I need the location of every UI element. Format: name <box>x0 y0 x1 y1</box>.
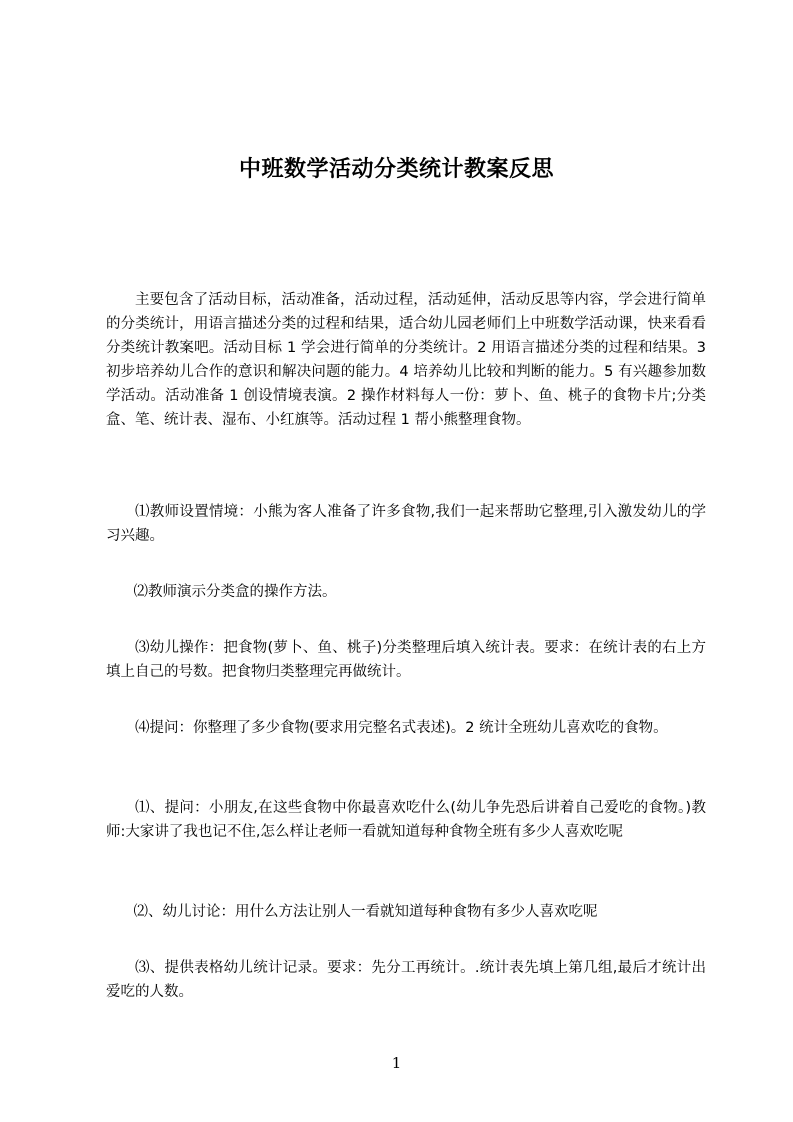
paragraph-step-1: ⑴教师设置情境：小熊为客人准备了许多食物,我们一起来帮助它整理,引入激发幼儿的学习兴趣。 <box>106 504 706 544</box>
paragraph-step-3: ⑶幼儿操作：把食物(萝卜、鱼、桃子)分类整理后填入统计表。要求：在统计表的右上方填上自己的号数。把食物归类整理完再做统计。 <box>106 640 706 680</box>
document-title: 中班数学活动分类统计教案反思 <box>238 156 554 182</box>
paragraph-substep-2: ⑵、幼儿讨论：用什么方法让别人一看就知道每种食物有多少人喜欢吃呢 <box>133 904 598 920</box>
paragraph-intro: 主要包含了活动目标，活动准备，活动过程，活动延伸，活动反思等内容，学会进行简单的分类统计，用语言描述分类的过程和结果，适合幼儿园老师们上中班数学活动课，快来看看分类统计教案吧。活动目标 1 学会进行简单的分类统计。2 用语言描述分类的过程和结果。3 初步培养幼儿合作的意识和解决问题的能力。4 培养幼儿比较和判断的能力。5 有兴趣参加数学活动。活动准备 1 创设情境表演。2 操作材料每人一份：萝卜、鱼、桃子的食物卡片;分类盒、笔、统计表、湿布、小红旗等。活动过程 1 帮小熊整理食物。 <box>106 292 706 428</box>
paragraph-substep-1: ⑴、提问：小朋友,在这些食物中你最喜欢吃什么(幼儿争先恐后讲着自己爱吃的食物。)教师:大家讲了我也记不住,怎么样让老师一看就知道每种食物全班有多少人喜欢吃呢 <box>106 800 706 840</box>
paragraph-step-2: ⑵教师演示分类盒的操作方法。 <box>133 584 337 600</box>
page-number: 1 <box>391 1054 402 1072</box>
paragraph-substep-3: ⑶、提供表格幼儿统计记录。要求：先分工再统计。.统计表先填上第几组,最后才统计出爱吃的人数。 <box>106 960 706 1000</box>
paragraph-step-4: ⑷提问：你整理了多少食物(要求用完整名式表述)。2 统计全班幼儿喜欢吃的食物。 <box>135 720 668 736</box>
